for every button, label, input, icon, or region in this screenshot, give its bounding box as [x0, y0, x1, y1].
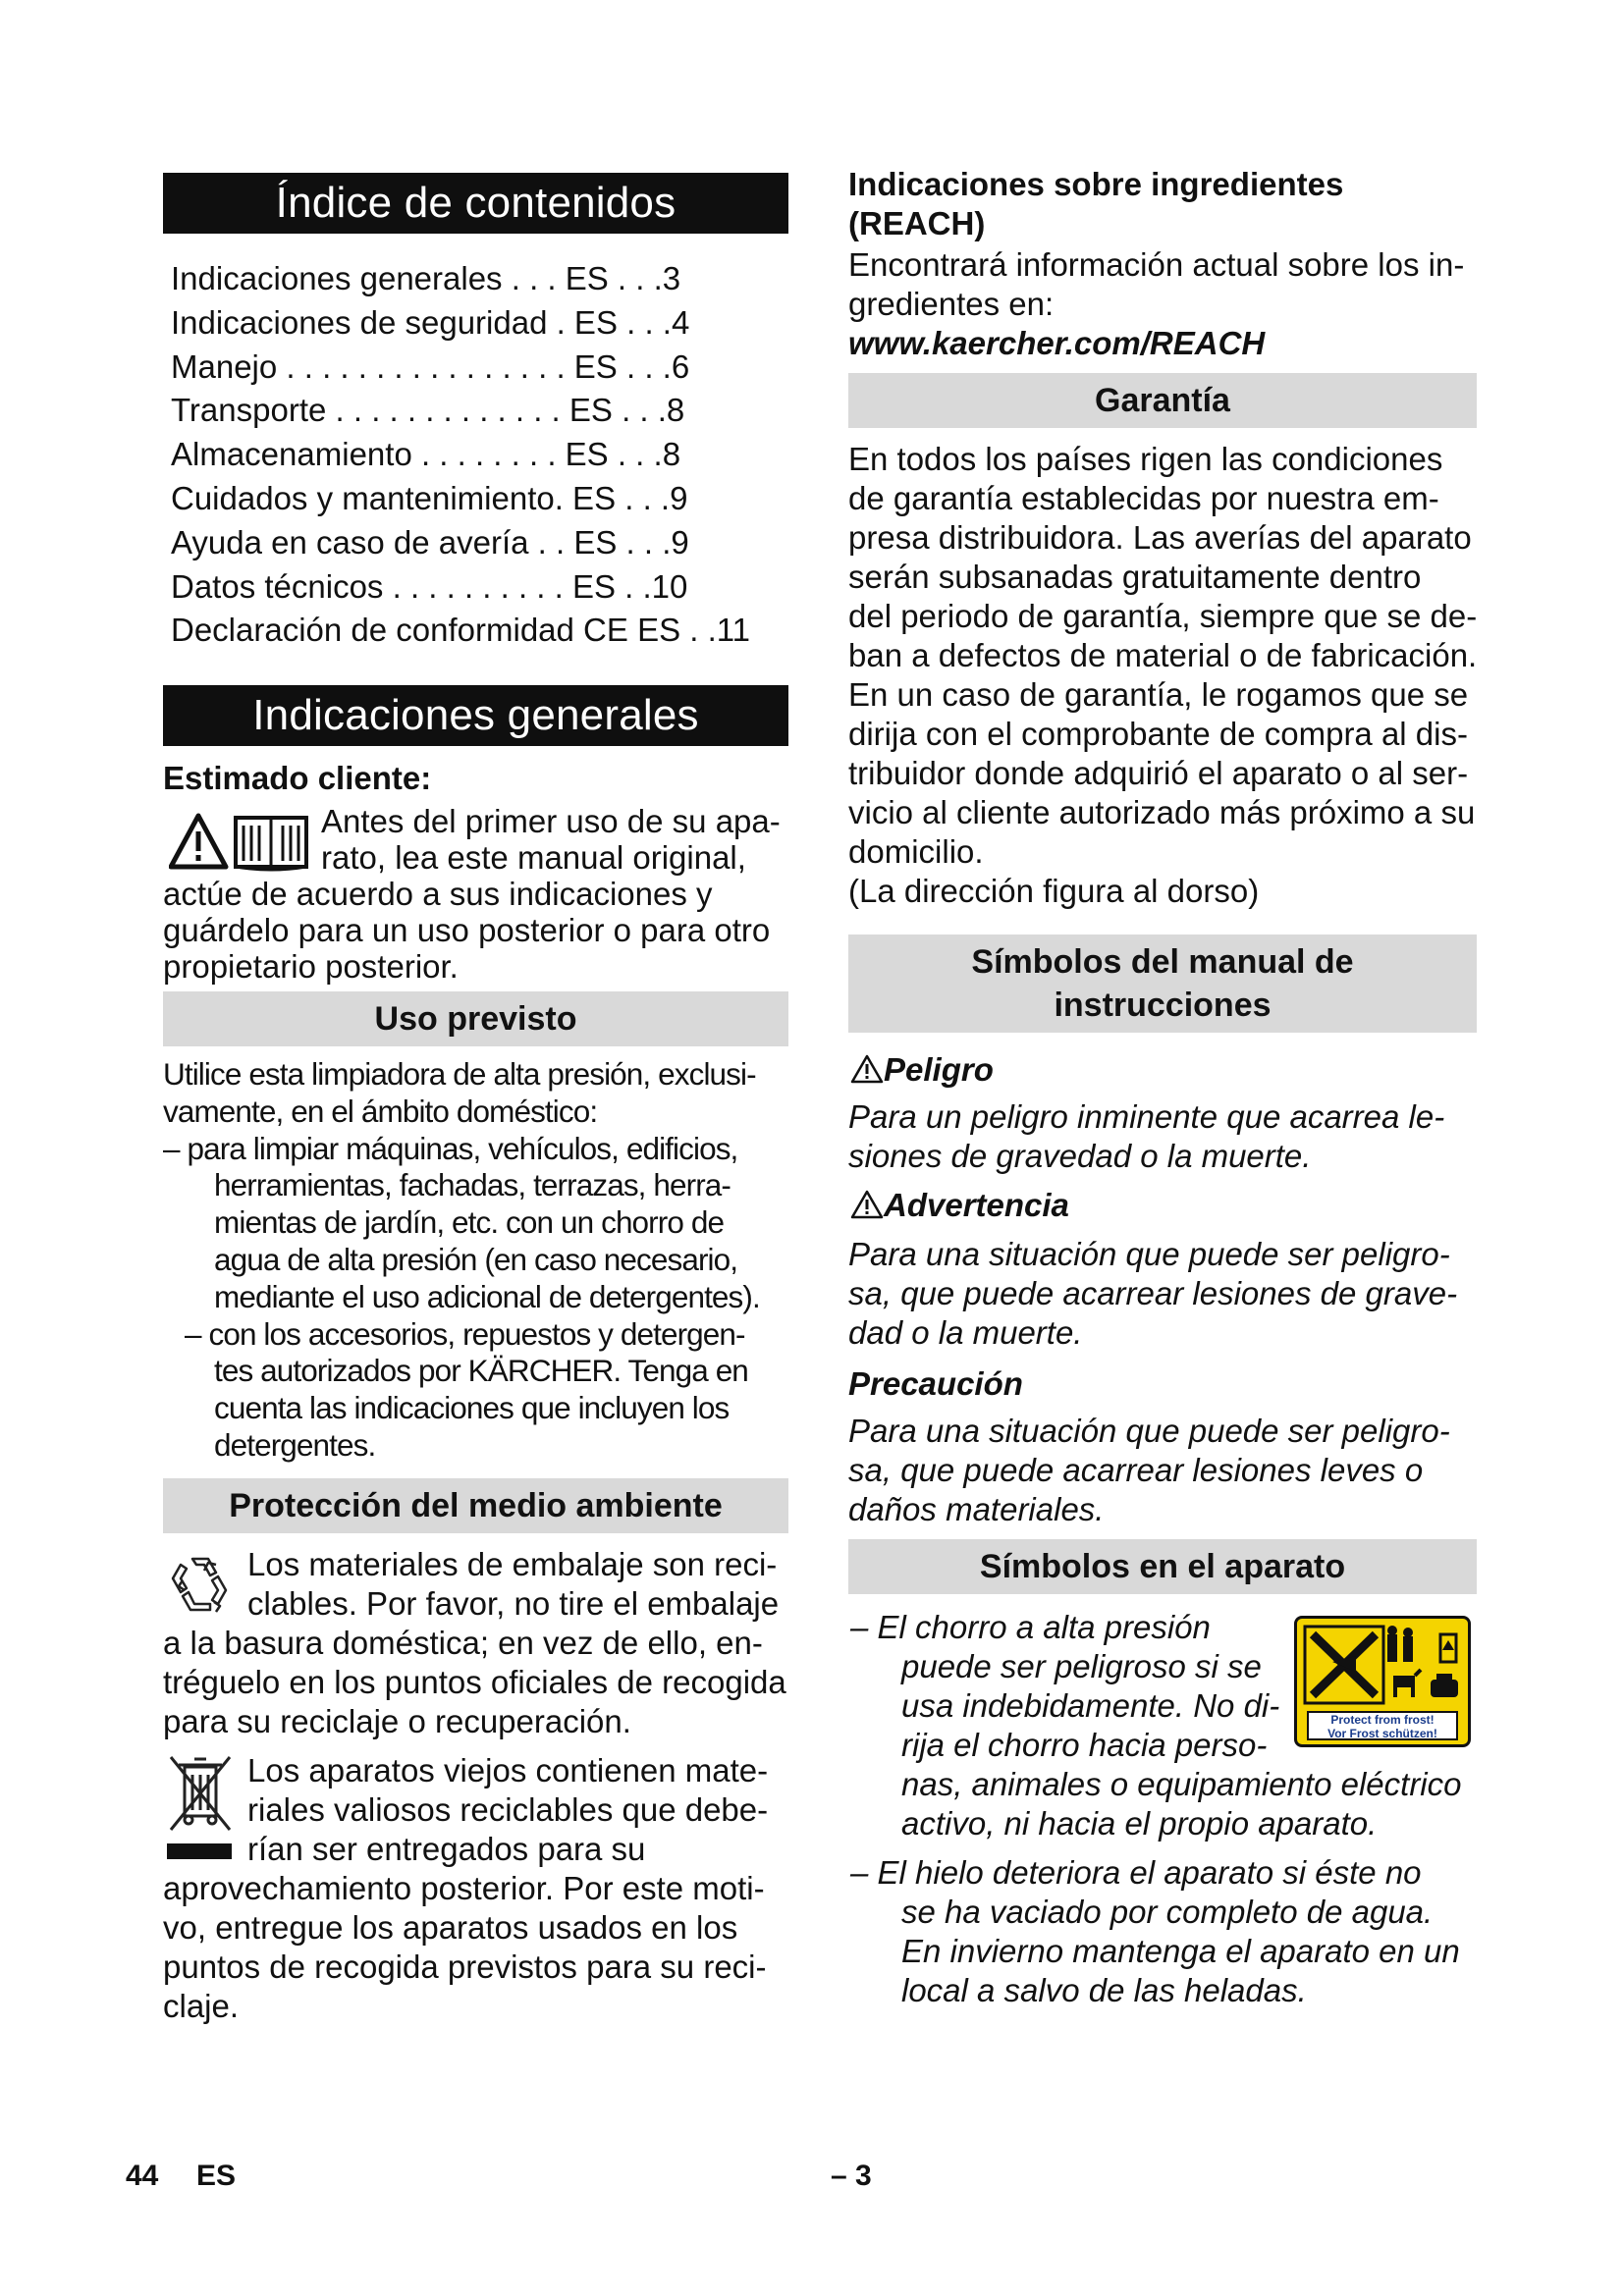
intro-paragraph-top: Antes del primer uso de su apa- rato, lea este manual original,	[321, 803, 781, 876]
warranty-text: En todos los países rigen las condiciones de garantía establecidas por nuestra em- presa distribuidora. Las averías del aparato serán subsanadas gratuitamente dentro del periodo de garantía, siempre que se de- ban a defectos de material o de fabricación. En un caso de garantía, le rogamos que se dirija con el comprobante de compra al dis- tribuidor donde adquirió el aparato o al ser- vicio al cliente autorizado más próximo a su domicilio. (La dirección figura al dorso)	[848, 441, 1478, 909]
intended-use-text: Utilice esta limpiadora de alta presión, exclusi- vamente, en el ámbito doméstico: – para limpiar máquinas, vehículos, edificios, herramientas, fachadas, terrazas, herra- mientas de jardín, etc. con un chorro de agua de alta presión (en caso necesario, mediante el uso adicional de detergentes). – con los accesorios, repuestos y detergen- tes autorizados por KÄRCHER. Tenga en cuenta las indicaciones que incluyen los detergentes.	[163, 1056, 760, 1463]
warning-label: Advertencia	[884, 1187, 1069, 1223]
page-number: 44	[126, 2160, 159, 2192]
manual-symbols-heading: Símbolos del manual de instrucciones	[848, 934, 1477, 1033]
warning-icon	[171, 816, 226, 867]
danger-triangle-icon	[850, 1054, 884, 1084]
toc-entry[interactable]: Ayuda en caso de avería . . ES . . .9	[171, 523, 689, 561]
greeting: Estimado cliente:	[163, 760, 432, 796]
reach-link[interactable]: www.kaercher.com/REACH	[848, 325, 1266, 361]
reach-heading: Indicaciones sobre ingredientes (REACH)	[848, 166, 1344, 241]
toc-entry[interactable]: Indicaciones generales . . . ES . . .3	[171, 260, 681, 296]
warning-and-manual-icon	[169, 812, 310, 873]
warning-triangle-icon	[850, 1190, 884, 1219]
warning-text: Para una situación que puede ser peligro- sa, que puede acarrear lesiones de grave- dad o la muerte.	[848, 1236, 1458, 1351]
crossed-bin-icon	[165, 1751, 236, 1861]
general-heading: Indicaciones generales	[163, 685, 788, 746]
device-symbols-heading: Símbolos en el aparato	[848, 1539, 1477, 1594]
old-devices-text-top: Los aparatos viejos contienen mate- riales valiosos reciclables que debe- rían ser entregados para su	[247, 1752, 769, 1867]
toc-entry[interactable]: Cuidados y mantenimiento. ES . . .9	[171, 479, 688, 516]
packaging-text-top: Los materiales de embalaje son reci- clables. Por favor, no tire el embalaje	[247, 1546, 780, 1622]
reach-text: Encontrará información actual sobre los in- gredientes en:	[848, 246, 1465, 322]
caution-label: Precaución	[848, 1365, 1023, 1402]
manual-book-icon	[236, 818, 306, 870]
toc-entry[interactable]: Transporte . . . . . . . . . . . . . ES . . .8	[171, 392, 685, 429]
caution-text: Para una situación que puede ser peligro- sa, que puede acarrear lesiones leves o daños materiales.	[848, 1413, 1450, 1527]
environment-heading: Protección del medio ambiente	[163, 1478, 788, 1533]
packaging-text: a la basura doméstica; en vez de ello, en- tréguelo en los puntos oficiales de recogida para su reciclaje o recuperación.	[163, 1625, 786, 1739]
warranty-heading: Garantía	[848, 373, 1477, 428]
recycling-icon	[165, 1551, 236, 1622]
frost-text: – El hielo deteriora el aparato si éste no se ha vaciado por completo de agua. En invierno mantenga el aparato en un local a salvo de las heladas.	[850, 1854, 1460, 2008]
toc-entry[interactable]: Manejo . . . . . . . . . . . . . . . . ES . . .6	[171, 347, 690, 385]
language-code: ES	[196, 2160, 237, 2192]
toc-entry[interactable]: Indicaciones de seguridad . ES . . .4	[171, 303, 690, 341]
frost-warning-label: Protect from frost! Vor Frost schützen!	[1307, 1711, 1458, 1740]
table-of-contents	[171, 257, 780, 653]
toc-entry[interactable]: Declaración de conformidad CE ES . .11	[171, 612, 751, 649]
danger-label: Peligro	[884, 1051, 994, 1088]
spray-hazard-text-top: – El chorro a alta presión puede ser peligroso si se usa indebidamente. No di- rija el chorro hacia perso- nas, animales o equipamiento eléctrico activo, ni hacia el propio aparato.	[850, 1609, 1462, 1842]
section-page-number: – 3	[831, 2160, 872, 2192]
intro-paragraph: actúe de acuerdo a sus indicaciones y guárdelo para un uso posterior o para otro propietario posterior.	[163, 876, 771, 985]
danger-text: Para un peligro inminente que acarrea le- siones de gravedad o la muerte.	[848, 1098, 1445, 1174]
toc-heading: Índice de contenidos	[163, 173, 788, 234]
intended-use-heading: Uso previsto	[163, 991, 788, 1046]
toc-entry[interactable]: Datos técnicos . . . . . . . . . . ES . .10	[171, 567, 688, 605]
old-devices-text: aprovechamiento posterior. Por este moti- vo, entregue los aparatos usados en los puntos de recogida previstos para su reci- claje.	[163, 1870, 767, 2024]
toc-entry[interactable]: Almacenamiento . . . . . . . . ES . . .8	[171, 436, 681, 473]
